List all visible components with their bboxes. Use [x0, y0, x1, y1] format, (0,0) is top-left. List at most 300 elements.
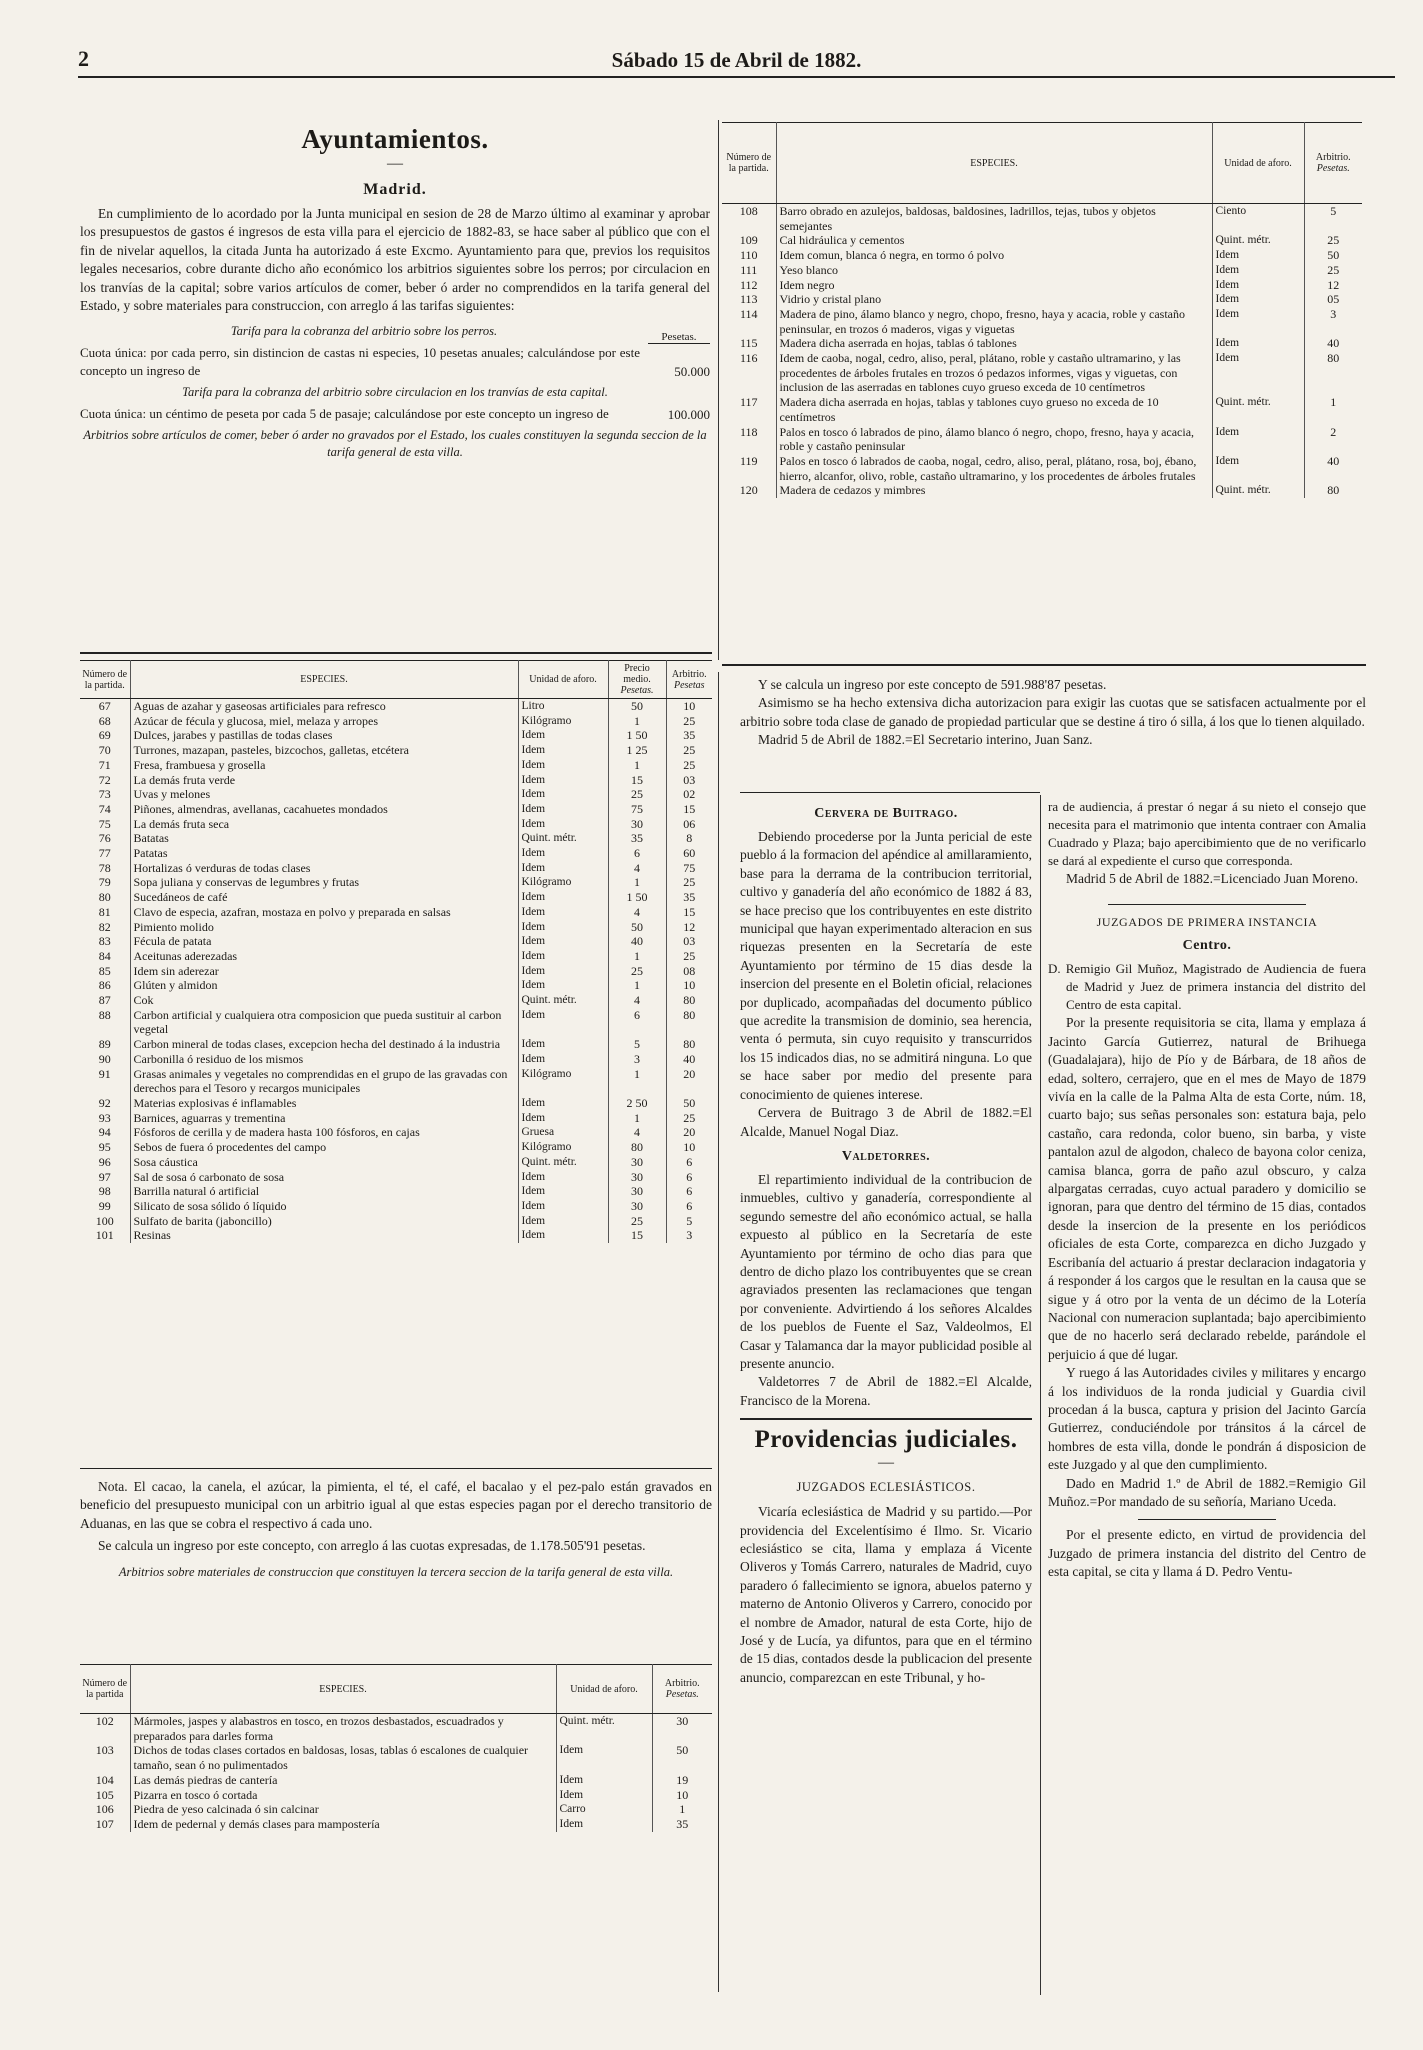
- especie-cell: Madera de cedazos y mimbres: [776, 483, 1212, 498]
- table-row: [80, 905, 712, 920]
- th-especies: ESPECIES.: [776, 123, 1212, 204]
- especie-cell: Aceitunas aderezadas: [130, 949, 518, 964]
- intro-paragraph: En cumplimiento de lo acordado por la Junta municipal en sesion de 28 de Marzo último al examinar y aprobar los presupuestos de gastos é ingresos de esta villa para el ejercicio de 1882-83, se hace saber al público que con el fin de nivelar aquellos, la citada Junta ha autorizado á este Excmo. Ayuntamiento para que, previos los requisitos legales necesarios, cobre durante dicho año económico los arbitrios siguientes sobre los perros; por circulacion en los tranvías de la capital; sobre varios artículos de comer, beber ó arder no comprendidos en la tarifa general del Estado, y sobre materiales para construccion, con arreglo á las tarifas siguientes:: [80, 206, 710, 314]
- right-col-3: [740, 798, 1032, 1687]
- unidad-cell: Quint. métr.: [518, 1155, 608, 1170]
- table-row: [80, 714, 712, 729]
- table-a-container: [80, 660, 712, 1243]
- num-cell: 89: [98, 1037, 111, 1052]
- especie-cell: Fósforos de cerilla y de madera hasta 100 fósforos, en cajas: [130, 1125, 518, 1140]
- precio-cell: 80: [608, 1140, 666, 1155]
- table-c: [722, 122, 1362, 498]
- left-divider: [80, 652, 712, 654]
- arbitrio-cell: 35: [652, 1817, 712, 1832]
- tarifa-tranvias: Tarifa para la cobranza del arbitrio sobre circulacion en los tranvías de esta capital.: [182, 385, 608, 400]
- especie-cell: Barro obrado en azulejos, baldosas, baldosines, ladrillos, tejas, tubos y objetos semejantes: [776, 204, 1212, 234]
- th-precio: [608, 661, 666, 699]
- precio-cell: 3: [608, 1052, 666, 1067]
- table-row: [722, 351, 1362, 395]
- precio-cell: 25: [608, 1214, 666, 1229]
- tranvias-text: Cuota única: un céntimo de peseta por cada 5 de pasaje; calculándose por este concepto un ingreso de: [80, 406, 609, 422]
- table-row: [80, 1155, 712, 1170]
- precio-cell: 1: [608, 978, 666, 993]
- table-row: [722, 336, 1362, 351]
- unidad-cell: Quint. métr.: [518, 993, 608, 1008]
- ruego-text: Y ruego á las Autoridades civiles y militares y encargo á los individuos de la ronda judicial y Guardia civil procedan á la busca, captura y prision del Jacinto García Gutierrez, conduciéndole por tránsitos á la cárcel de hombres de esta villa, donde le pondrán á disposicion de este Juzgado y al que den cumplimiento.: [1048, 1365, 1366, 1473]
- col4-top-text: ra de audiencia, á prestar ó negar á su nieto el consejo que necesita para el matrimonio que intenta contraer con Amalia Cuadrado y Plaza; bajo apercibimiento que de no verificarlo se dará al expediente el curso que corresponda.: [1048, 799, 1366, 868]
- th-arbitrio-sub: Pesetas.: [665, 1689, 699, 1700]
- precio-cell: 1: [608, 875, 666, 890]
- arbitrio-cell: 1: [652, 1802, 712, 1817]
- unidad-cell: Carro: [556, 1802, 652, 1817]
- perros-text: Cuota única: por cada perro, sin distincion de castas ni especies, 10 pesetas anuales; calculándose por este concepto un ingreso de: [80, 345, 640, 379]
- table-row: [80, 1170, 712, 1185]
- table-row: [722, 233, 1362, 248]
- perros-amount: 50.000: [674, 364, 710, 380]
- th-num: Número de la partida: [80, 1665, 130, 1714]
- arbitrio-cell: 6: [666, 1170, 712, 1185]
- valdetorres-text: El repartimiento individual de la contribucion de inmuebles, cultivo y ganadería, correspondiente al segundo semestre del año económico actual, se halla expuesto al público en la Secretaría de este Ayuntamiento por término de ocho dias para que dentro de dicho plazo los contribuyentes que se crean agraviados presenten las reclamaciones que tengan por conveniente. Advirtiendo á los señores Alcaldes de los pueblos de Fuente el Saz, Valdeolmos, El Casar y Talamanca dar la mayor publicidad posible al presente anuncio.: [740, 1171, 1032, 1371]
- th-num: Número de la partida.: [722, 123, 776, 204]
- unidad-cell: Idem: [518, 1008, 608, 1037]
- precio-cell: 50: [608, 699, 666, 714]
- unidad-cell: Idem: [518, 817, 608, 832]
- unidad-cell: Idem: [518, 787, 608, 802]
- arbitrio-cell: 15: [666, 802, 712, 817]
- unidad-cell: Idem: [518, 1199, 608, 1214]
- precio-cell: 1: [608, 758, 666, 773]
- num-cell: 70: [98, 743, 111, 758]
- unidad-cell: Idem: [518, 964, 608, 979]
- arbitrio-cell: 25: [666, 1111, 712, 1126]
- num-cell: 102: [95, 1714, 114, 1728]
- num-cell: 115: [739, 336, 758, 351]
- especie-cell: Palos en tosco ó labrados de pino, álamo blanco ó negro, chopo, fresno, haya y acacia, roble y castaño peninsular: [776, 425, 1212, 454]
- juzgados-primera: JUZGADOS DE PRIMERA INSTANCIA: [1096, 915, 1318, 930]
- unidad-cell: Idem: [518, 978, 608, 993]
- num-cell: 100: [95, 1213, 114, 1228]
- arbitrio-cell: 25: [666, 743, 712, 758]
- especie-cell: Carbon mineral de todas clases, excepcion hecha del destinado á la industria: [130, 1037, 518, 1052]
- table-row: [80, 1199, 712, 1214]
- especie-cell: Sosa cáustica: [130, 1155, 518, 1170]
- table-row: [80, 890, 712, 905]
- th-especies: ESPECIES.: [130, 1665, 556, 1714]
- nota-paragraph: Nota. El cacao, la canela, el azúcar, la pimienta, el té, el café, el bacalao y el pez-palo están gravados en beneficio del presupuesto municipal con un arbitrio igual al que estas especies pagan por el derecho transitorio de Aduanas, en las que se cobra el respectivo á cada uno.: [80, 1479, 712, 1531]
- num-cell: 104: [95, 1772, 114, 1787]
- num-cell: 68: [98, 713, 111, 728]
- especie-cell: Barnices, aguarras y trementina: [130, 1111, 518, 1126]
- arbitrio-cell: 35: [666, 890, 712, 905]
- table-row: [80, 773, 712, 788]
- precio-cell: 40: [608, 934, 666, 949]
- especie-cell: Batatas: [130, 831, 518, 846]
- arbitrio-cell: 80: [1304, 483, 1362, 498]
- arbitrio-cell: 25: [666, 714, 712, 729]
- table-row: [80, 1125, 712, 1140]
- especie-cell: Turrones, mazapan, pasteles, bizcochos, galletas, etcétera: [130, 743, 518, 758]
- num-cell: 112: [739, 277, 758, 292]
- num-cell: 111: [740, 262, 758, 277]
- especie-cell: Clavo de especia, azafran, mostaza en polvo y preparada en salsas: [130, 905, 518, 920]
- num-cell: 103: [95, 1743, 114, 1758]
- unidad-cell: Quint. métr.: [1212, 233, 1304, 248]
- table-row: [80, 920, 712, 935]
- th-precio-sub: Pesetas.: [620, 685, 654, 696]
- th-unidad: Unidad de aforo.: [518, 661, 608, 699]
- arbitrio-cell: 25: [666, 875, 712, 890]
- table-row: [80, 934, 712, 949]
- precio-cell: 4: [608, 861, 666, 876]
- cervera-text: Debiendo procederse por la Junta pericial de este pueblo á la formacion del apéndice al amillaramiento, base para la derrama de la contribucion territorial, cultivo y ganadería del año económico de 1882 á 83, se hace preciso que los contribuyentes en este distrito municipal que hayan experimentado alteracion en sus riquezas presenten en la Secretaría de este Ayuntamiento por término de 15 dias desde la insercion del presente en el Boletin oficial, relaciones por duplicado, acompañadas del documento público que acredite la transmision de dominio, sea herencia, venta ó permuta, sin cuyo requisito y transcurridos los 15 indicados dias, no se admitirá ninguna. Lo que se hace saber por medio del presente para conocimiento de quienes interese.: [740, 829, 1032, 1102]
- num-cell: 82: [98, 919, 111, 934]
- precio-cell: 1 25: [608, 743, 666, 758]
- num-cell: 78: [98, 860, 111, 875]
- num-cell: 72: [98, 772, 111, 787]
- unidad-cell: Idem: [518, 758, 608, 773]
- column-divider: [1040, 795, 1041, 1995]
- num-cell: 119: [739, 453, 758, 468]
- table-row: [80, 978, 712, 993]
- column-divider: [718, 672, 719, 1992]
- num-cell: 92: [98, 1095, 111, 1110]
- especie-cell: Fresa, frambuesa y grosella: [130, 758, 518, 773]
- unidad-cell: Quint. métr.: [1212, 483, 1304, 498]
- especie-cell: Dichos de todas clases cortados en baldosas, losas, tablas ó escalones de cualquier tamaño, sean ó no pulimentados: [130, 1743, 556, 1772]
- arbitrio-cell: 50: [1304, 248, 1362, 263]
- num-cell: 87: [98, 993, 111, 1008]
- num-cell: 120: [739, 483, 758, 498]
- unidad-cell: Idem: [518, 743, 608, 758]
- arbitrio-cell: 1: [1304, 395, 1362, 424]
- unidad-cell: Idem: [556, 1743, 652, 1772]
- table-row: [80, 758, 712, 773]
- precio-cell: 30: [608, 1184, 666, 1199]
- num-cell: 113: [739, 292, 758, 307]
- unidad-cell: Idem: [1212, 248, 1304, 263]
- unidad-cell: Idem: [518, 1037, 608, 1052]
- table-b-container: [80, 1664, 712, 1832]
- table-row: [722, 278, 1362, 293]
- short-rule: [740, 792, 1040, 793]
- unidad-cell: Idem: [1212, 278, 1304, 293]
- arbitrio-cell: 25: [1304, 233, 1362, 248]
- especie-cell: Uvas y melones: [130, 787, 518, 802]
- precio-cell: 25: [608, 787, 666, 802]
- num-cell: 95: [98, 1140, 111, 1155]
- section-title: Ayuntamientos.: [301, 124, 489, 154]
- providencias-dash: —: [878, 1454, 894, 1472]
- table-row: [80, 802, 712, 817]
- th-arbitrio: [1304, 123, 1362, 204]
- table-row: [80, 875, 712, 890]
- col4-sign: Madrid 5 de Abril de 1882.=Licenciado Juan Moreno.: [1066, 871, 1359, 886]
- especie-cell: Hortalizas ó verduras de todas clases: [130, 861, 518, 876]
- remigio-text: D. Remigio Gil Muñoz, Magistrado de Audiencia de fuera de Madrid y Juez de primera instancia del distrito del Centro de esta capital.: [1048, 961, 1366, 1013]
- num-cell: 93: [98, 1110, 111, 1125]
- precio-cell: 1: [608, 949, 666, 964]
- unidad-cell: Idem: [518, 1096, 608, 1111]
- unidad-cell: Idem: [518, 1052, 608, 1067]
- unidad-cell: Gruesa: [518, 1125, 608, 1140]
- table-row: [80, 1052, 712, 1067]
- especie-cell: Patatas: [130, 846, 518, 861]
- table-row: [80, 861, 712, 876]
- precio-cell: 30: [608, 817, 666, 832]
- especie-cell: Cal hidráulica y cementos: [776, 233, 1212, 248]
- arbitrio-cell: 15: [666, 905, 712, 920]
- arbitrio-cell: 12: [666, 920, 712, 935]
- arbitrio-cell: 40: [1304, 336, 1362, 351]
- tarifa-perros: Tarifa para la cobranza del arbitrio sobre los perros.: [230, 324, 498, 339]
- unidad-cell: Idem: [518, 905, 608, 920]
- table-row: [80, 1228, 712, 1243]
- precio-cell: 50: [608, 920, 666, 935]
- especie-cell: Pimiento molido: [130, 920, 518, 935]
- th-precio-label: Precio medio.: [623, 663, 651, 685]
- unidad-cell: Kilógramo: [518, 714, 608, 729]
- arbitrio-cell: 80: [666, 993, 712, 1008]
- precio-cell: 75: [608, 802, 666, 817]
- arbitrio-cell: 6: [666, 1199, 712, 1214]
- num-cell: 114: [739, 306, 758, 321]
- table-row: [80, 1067, 712, 1096]
- especie-cell: Resinas: [130, 1228, 518, 1243]
- table-row: [80, 1788, 712, 1803]
- unidad-cell: Idem: [556, 1817, 652, 1832]
- especie-cell: Idem de pedernal y demás clases para mampostería: [130, 1817, 556, 1832]
- table-row: [80, 743, 712, 758]
- unidad-cell: Idem: [1212, 351, 1304, 395]
- arbitrio-cell: 25: [1304, 263, 1362, 278]
- especie-cell: Las demás piedras de cantería: [130, 1773, 556, 1788]
- precio-cell: 25: [608, 964, 666, 979]
- precio-cell: 4: [608, 905, 666, 920]
- th-arbitrio-label: Arbitrio.: [664, 1678, 700, 1689]
- arbitrio-cell: 50: [666, 1096, 712, 1111]
- especie-cell: Idem sin aderezar: [130, 964, 518, 979]
- unidad-cell: Idem: [518, 728, 608, 743]
- unidad-cell: Idem: [518, 1228, 608, 1243]
- unidad-cell: Idem: [518, 920, 608, 935]
- unidad-cell: Idem: [1212, 263, 1304, 278]
- table-row: [722, 395, 1362, 424]
- especie-cell: Grasas animales y vegetales no comprendidas en el grupo de las gravadas con derechos para el Tesoro y recargos municipales: [130, 1067, 518, 1096]
- table-c-container: [722, 122, 1362, 498]
- arbitrio-cell: 20: [666, 1125, 712, 1140]
- table-row: [80, 1096, 712, 1111]
- arbitrio-cell: 5: [666, 1214, 712, 1229]
- arbitrio-cell: 10: [666, 978, 712, 993]
- especie-cell: Dulces, jarabes y pastillas de todas clases: [130, 728, 518, 743]
- unidad-cell: Idem: [518, 846, 608, 861]
- page-number: 2: [78, 46, 89, 71]
- unidad-cell: Idem: [518, 773, 608, 788]
- arbitrio-cell: 30: [652, 1714, 712, 1744]
- especie-cell: Silicato de sosa sólido ó líquido: [130, 1199, 518, 1214]
- num-cell: 77: [98, 846, 111, 861]
- unidad-cell: Idem: [518, 890, 608, 905]
- city-heading: Madrid.: [363, 181, 427, 198]
- unidad-cell: Idem: [518, 1170, 608, 1185]
- th-arbitrio-sub: Pesetas: [673, 679, 705, 691]
- especie-cell: Sulfato de barita (jaboncillo): [130, 1214, 518, 1229]
- especie-cell: Fécula de patata: [130, 934, 518, 949]
- table-row: [80, 1773, 712, 1788]
- arbitrio-cell: 40: [666, 1052, 712, 1067]
- precio-cell: 5: [608, 1037, 666, 1052]
- table-row: [80, 1802, 712, 1817]
- right-col-4: [1048, 798, 1366, 1582]
- num-cell: 105: [95, 1787, 114, 1802]
- table-row: [722, 425, 1362, 454]
- th-unidad: Unidad de aforo.: [1212, 123, 1304, 204]
- especie-cell: La demás fruta seca: [130, 817, 518, 832]
- precio-cell: 6: [608, 1008, 666, 1037]
- table-row: [80, 1140, 712, 1155]
- table-row: [80, 831, 712, 846]
- arbitrio-cell: 3: [1304, 307, 1362, 336]
- table-a: [80, 660, 712, 1243]
- unidad-cell: Idem: [518, 949, 608, 964]
- vicaria-text: Vicaría eclesiástica de Madrid y su partido.—Por providencia del Excelentísimo é Ilmo. Sr. Vicario eclesiástico se cita, llama y emplaza á Vicente Oliveros y Tomás Carrero, naturales de Madrid, cuyo paradero ó fallecimiento se ignora, abuelos paterno y materno de Antonio Oliveros y Carrero, conocido por el nombre de Amador, natural de esta Corte, hijo de José y de Lucía, ya difuntos, para que en el término de 15 dias, contados desde la publicacion del presente anuncio, comparezcan en este Tribunal, y ho-: [740, 1504, 1032, 1685]
- arbitrio-cell: 10: [652, 1788, 712, 1803]
- num-cell: 109: [739, 233, 758, 248]
- especie-cell: Pizarra en tosco ó cortada: [130, 1788, 556, 1803]
- valdetorres-sign: Valdetorres 7 de Abril de 1882.=El Alcalde, Francisco de la Morena.: [740, 1374, 1032, 1408]
- arbitrio-cell: 20: [666, 1067, 712, 1096]
- arbitrio-cell: 35: [666, 728, 712, 743]
- especie-cell: Idem de caoba, nogal, cedro, aliso, peral, plátano, roble y castaño ultramarino, y las procedentes de árboles frutales en trozos ó pedazos informes, vigas y viguetas, con inclusion de las aserradas en tablones cuyo grueso exceda de 10 centímetros: [776, 351, 1212, 395]
- num-cell: 90: [98, 1051, 111, 1066]
- table-row: [722, 204, 1362, 234]
- arbitrio-cell: 50: [652, 1743, 712, 1772]
- arbitrio-cell: 25: [666, 949, 712, 964]
- arbitrio-cell: 75: [666, 861, 712, 876]
- especie-cell: Idem negro: [776, 278, 1212, 293]
- dado-text: Dado en Madrid 1.º de Abril de 1882.=Remigio Gil Muñoz.=Por mandado de su señoría, Mariano Uceda.: [1048, 1475, 1366, 1509]
- table-row: [80, 846, 712, 861]
- arbitrio-cell: 19: [652, 1773, 712, 1788]
- precio-cell: 1: [608, 1111, 666, 1126]
- arbitrio-cell: 03: [666, 934, 712, 949]
- table-row: [80, 1714, 712, 1744]
- num-cell: 73: [98, 787, 111, 802]
- table-row: [80, 1817, 712, 1832]
- num-cell: 97: [98, 1169, 111, 1184]
- requisitoria-text: Por la presente requisitoria se cita, llama y emplaza á Jacinto García Gutierrez, natural de Brihuega (Guadalajara), hijo de Pío y de Bárbara, de 18 años de edad, soltero, cerrajero, que en el mes de Mayo de 1879 vivía en la calle de la Palma Alta de esta Corte, núm. 18, cuarto bajo; sus señas personales son: estatura baja, pelo castaño, cara redonda, color bueno, sin barba, y viste pantalon azul de algodon, chaleco de bayona color ceniza, camisa blanca, gorra de paño azul obscuro, y calza alpargatas cerradas, cuyo actual paradero y domicilio se ignoran, para que dentro del término de 15 dias, contados desde la insercion de la presente en los periódicos oficiales de esta Corte, comparezca en dicho Juzgado y Escribanía del actuario á prestar declaracion indagatoria y á responder á los cargos que le resultan en la causa que se sigue y á otro por la venta de un décimo de la Lotería Nacional con numeracion suplantada; bajo apercibimiento que de no hacerlo será declarado rebelde, parándole el perjuicio á que dé lugar.: [1048, 1015, 1366, 1362]
- num-cell: 86: [98, 978, 111, 993]
- especie-cell: Yeso blanco: [776, 263, 1212, 278]
- arbitrio-cell: 6: [666, 1184, 712, 1199]
- especie-cell: Piñones, almendras, avellanas, cacahuetes mondados: [130, 802, 518, 817]
- table-row: [80, 1184, 712, 1199]
- table-row: [80, 1037, 712, 1052]
- num-cell: 71: [98, 757, 111, 772]
- th-arbitrio-label: Arbitrio.: [671, 668, 707, 680]
- unidad-cell: Quint. métr.: [1212, 395, 1304, 424]
- right-divider: [722, 664, 1366, 666]
- precio-cell: 30: [608, 1155, 666, 1170]
- arbitrio-cell: 10: [666, 699, 712, 714]
- precio-cell: 30: [608, 1170, 666, 1185]
- precio-cell: 1 50: [608, 890, 666, 905]
- unidad-cell: Idem: [1212, 425, 1304, 454]
- especie-cell: Sopa juliana y conservas de legumbres y frutas: [130, 875, 518, 890]
- precio-cell: 1 50: [608, 728, 666, 743]
- especie-cell: Glúten y almidon: [130, 978, 518, 993]
- especie-cell: Carbonilla ó residuo de los mismos: [130, 1052, 518, 1067]
- num-cell: 94: [98, 1125, 111, 1140]
- table-row: [80, 787, 712, 802]
- num-cell: 75: [98, 816, 111, 831]
- th-unidad: Unidad de aforo.: [556, 1665, 652, 1714]
- unidad-cell: Idem: [1212, 454, 1304, 483]
- unidad-cell: Idem: [556, 1788, 652, 1803]
- num-cell: 79: [98, 875, 111, 890]
- especie-cell: Vidrio y cristal plano: [776, 292, 1212, 307]
- arbitrio-cell: 6: [666, 1155, 712, 1170]
- especie-cell: Sebos de fuera ó procedentes del campo: [130, 1140, 518, 1155]
- precio-cell: 2 50: [608, 1096, 666, 1111]
- num-cell: 106: [95, 1802, 114, 1817]
- arbitrio-cell: 02: [666, 787, 712, 802]
- arbitrio-cell: 80: [1304, 351, 1362, 395]
- arbitrio-cell: 08: [666, 964, 712, 979]
- cervera-title: Cervera de Buitrago.: [814, 806, 958, 821]
- table-row: [80, 1743, 712, 1772]
- arbitrio-cell: 25: [666, 758, 712, 773]
- especie-cell: Carbon artificial y cualquiera otra composicion que pueda sustituir al carbon vegetal: [130, 1008, 518, 1037]
- madrid-close-2: Asimismo se ha hecho extensiva dicha autorizacion para exigir las cuotas que se satisfacen actualmente por el arbitrio sobre toda clase de ganado de propiedad particular que se destine á tiro ó silla, á los que lo tienen alquilado.: [740, 695, 1366, 729]
- centro-heading: Centro.: [1182, 938, 1232, 954]
- especie-cell: Madera dicha aserrada en hojas, tablas y tablones cuyo grueso no exceda de 10 centímetros: [776, 395, 1212, 424]
- left-column: [80, 118, 710, 465]
- table-a-bottom-rule: [80, 1468, 712, 1469]
- th-arbitrio-label: Arbitrio.: [1315, 152, 1351, 163]
- juzgados-eclesiasticos: JUZGADOS ECLESIÁSTICOS.: [796, 1480, 976, 1495]
- especie-cell: Sal de sosa ó carbonato de sosa: [130, 1170, 518, 1185]
- precio-cell: 30: [608, 1199, 666, 1214]
- num-cell: 116: [739, 351, 758, 366]
- num-cell: 85: [98, 963, 111, 978]
- num-cell: 117: [739, 395, 758, 410]
- especie-cell: Azúcar de fécula y glucosa, miel, melaza y arropes: [130, 714, 518, 729]
- unidad-cell: Quint. métr.: [556, 1714, 652, 1744]
- unidad-cell: Ciento: [1212, 204, 1304, 234]
- table-b: [80, 1664, 712, 1832]
- madrid-sign: Madrid 5 de Abril de 1882.=El Secretario interino, Juan Sanz.: [758, 732, 1093, 748]
- pesetas-label: Pesetas.: [648, 331, 710, 344]
- num-cell: 96: [98, 1154, 111, 1169]
- precio-cell: 1: [608, 1067, 666, 1096]
- table-row: [80, 699, 712, 714]
- num-cell: 67: [98, 699, 111, 713]
- unidad-cell: Idem: [518, 934, 608, 949]
- especie-cell: Madera de pino, álamo blanco y negro, chopo, fresno, haya y acacia, roble y castaño peninsular, en trozos ó maderos, vigas y viguetas: [776, 307, 1212, 336]
- unidad-cell: Idem: [556, 1773, 652, 1788]
- especie-cell: Materias explosivas é inflamables: [130, 1096, 518, 1111]
- table-row: [722, 483, 1362, 498]
- table-row: [80, 1214, 712, 1229]
- table-row: [722, 292, 1362, 307]
- unidad-cell: Litro: [518, 699, 608, 714]
- arbitrios-comer-caption: Arbitrios sobre artículos de comer, beber ó arder no gravados por el Estado, los cuales constituyen la segunda seccion de la tarifa general de esta villa.: [83, 428, 707, 460]
- arbitrio-cell: 03: [666, 773, 712, 788]
- unidad-cell: Idem: [518, 1214, 608, 1229]
- arbitrio-cell: 40: [1304, 454, 1362, 483]
- valdetorres-title: Valdetorres.: [841, 1148, 931, 1164]
